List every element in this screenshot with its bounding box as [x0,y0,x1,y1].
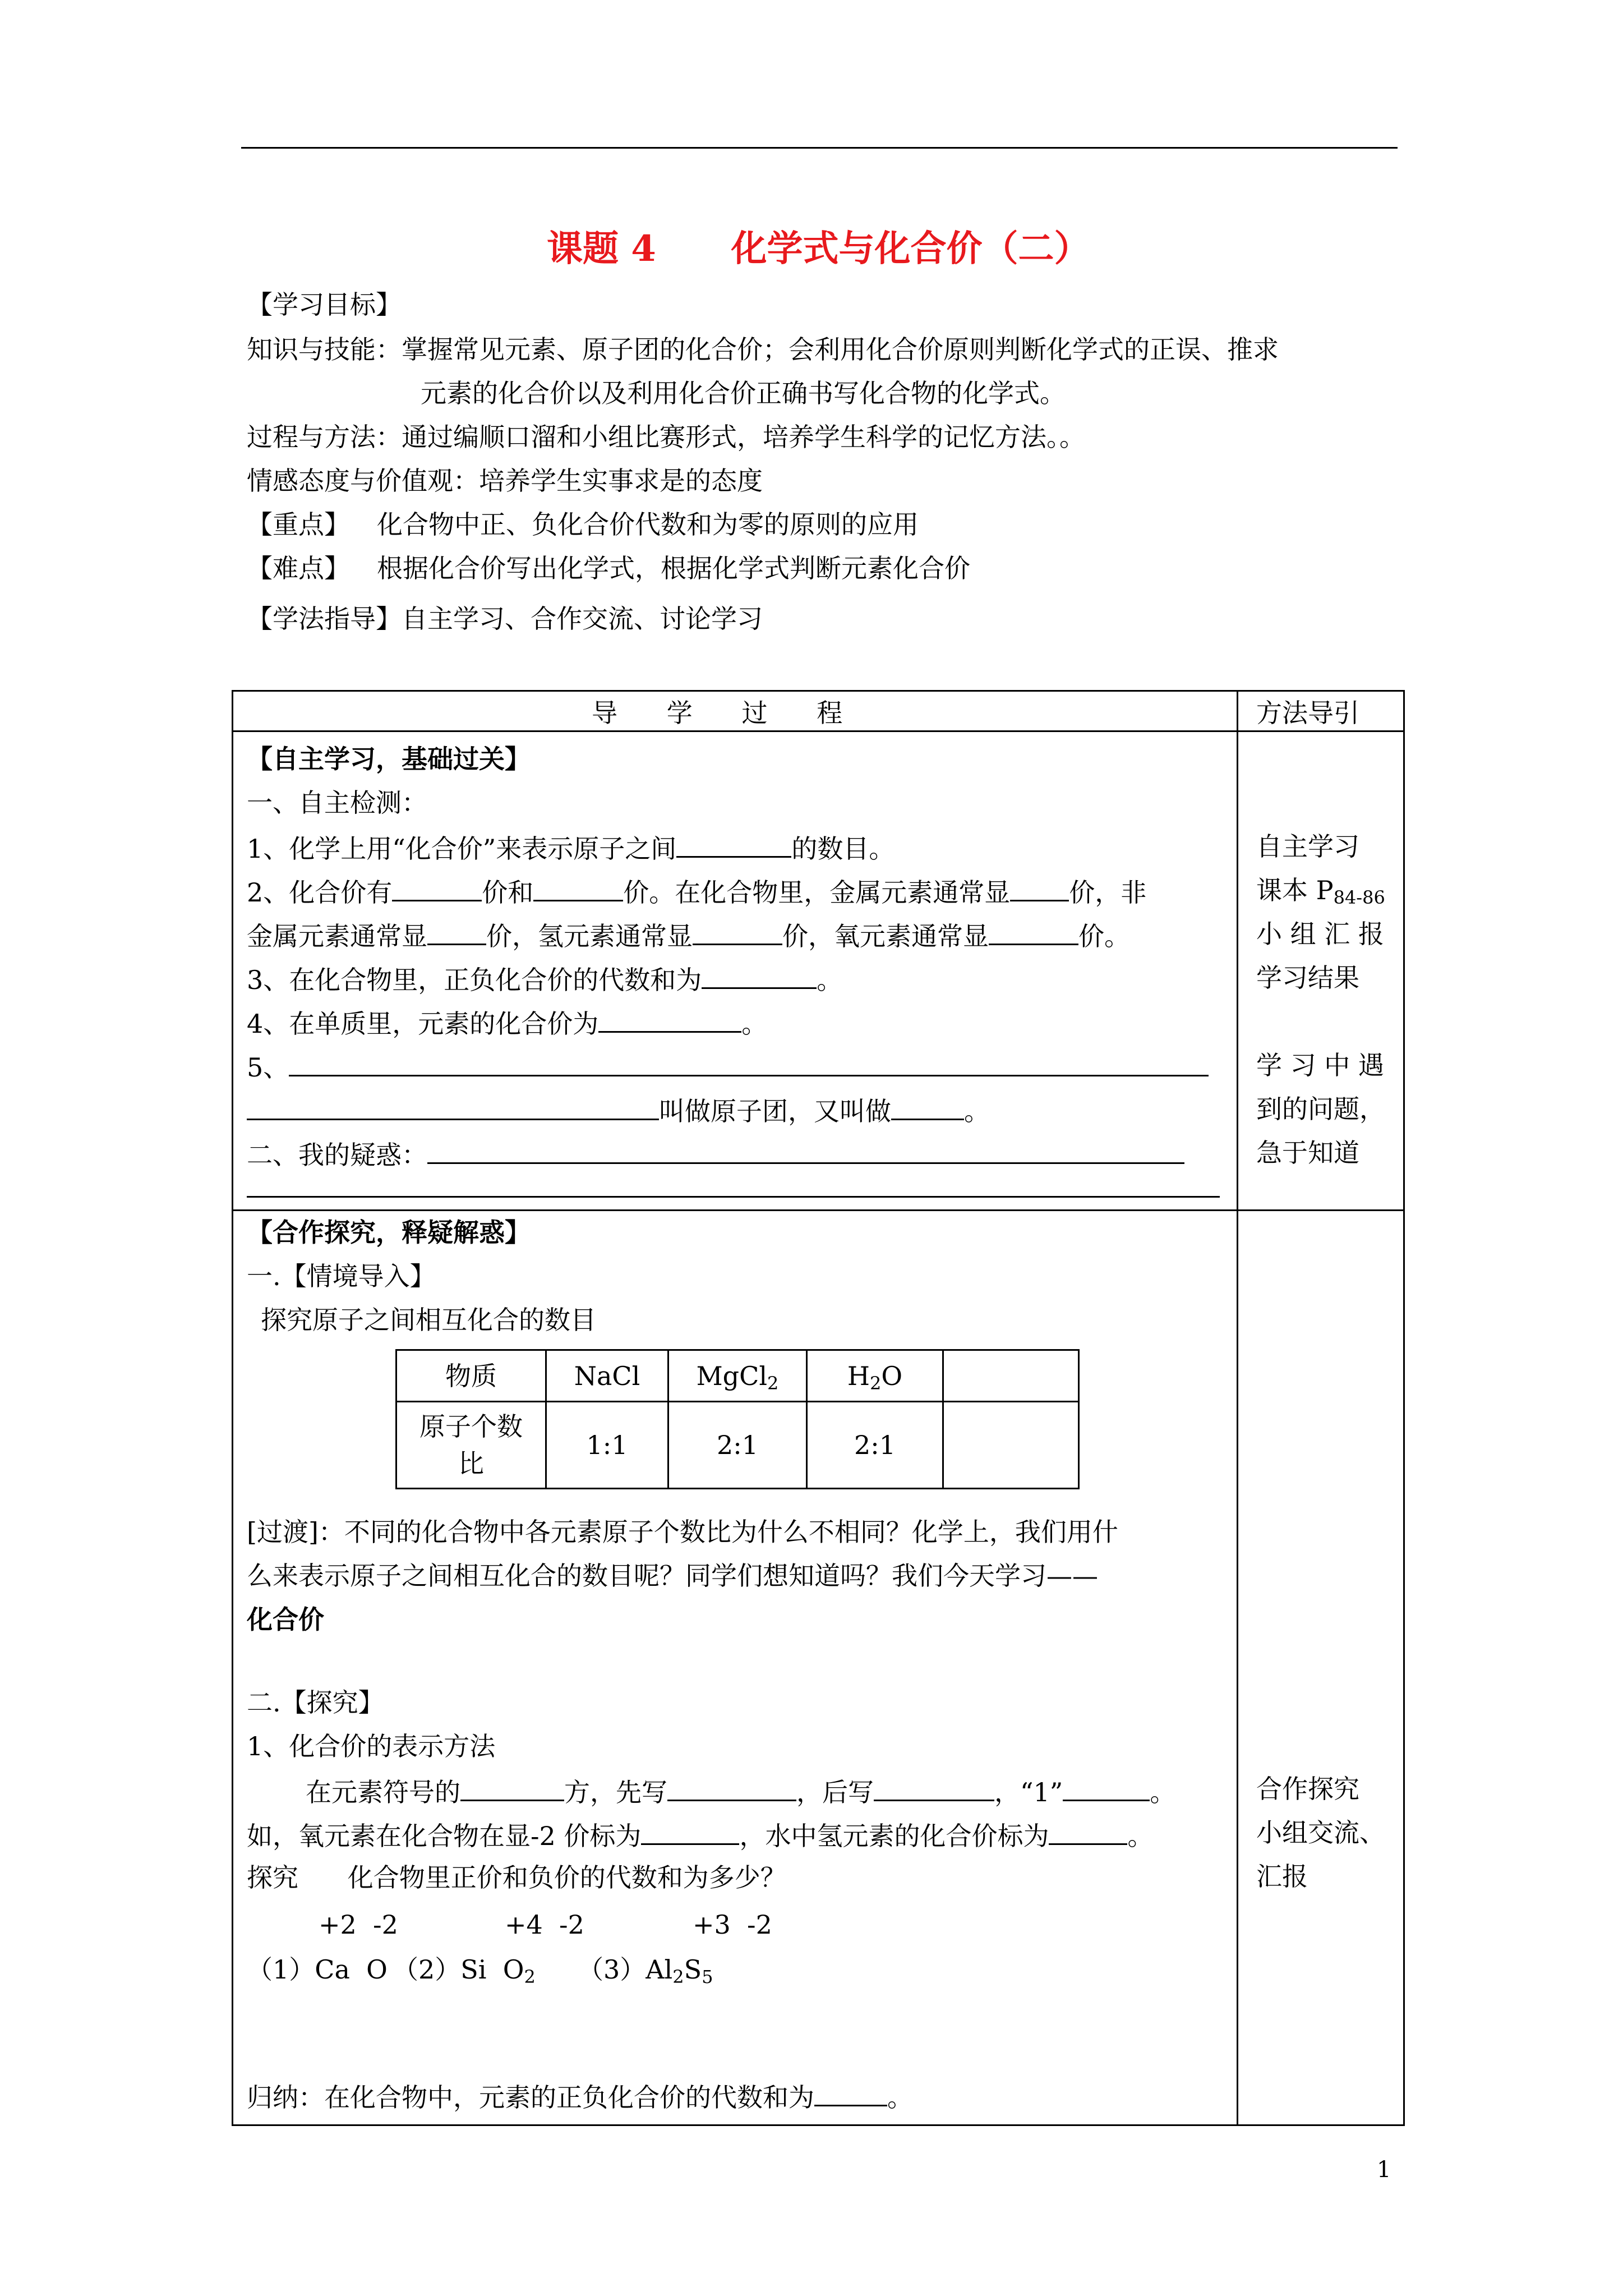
blank[interactable] [533,877,623,901]
blank[interactable] [1063,1777,1150,1801]
question-4: 4、在单质里，元素的化合价为 。 [247,1009,768,1039]
blank[interactable] [289,1052,1209,1076]
transition-line3: 化合价 [247,1604,324,1635]
blank[interactable] [427,921,486,945]
question-2-line2: 金属元素通常显 价，氢元素通常显 价，氧元素通常显 价。 [247,921,1130,951]
explore-line-example: 如，氧元素在化合物在显-2 价标为 ，水中氢元素的化合价标为 。 [247,1821,1154,1851]
my-questions: 二、我的疑惑： [247,1140,1184,1168]
valence-2: +4 -2 [505,1910,584,1940]
valence-3: +3 -2 [693,1910,772,1940]
difficult-point-label: 【难点】 [247,553,350,583]
section2-side-notes: 合作探究 小组交流、 汇报 [1256,1774,1385,1892]
summary: 归纳：在化合物中，元素的正负化合价的代数和为 。 [247,2082,913,2113]
section1-heading: 【自主学习，基础过关】 [247,744,531,774]
question-2-line1: 2、化合价有 价和 价。在化合物里，金属元素通常显 价，非 [247,877,1147,908]
section1-sub1: 一、自主检测： [247,788,427,818]
question-5-line1: 5、 [247,1052,1209,1080]
blank[interactable] [247,1096,659,1120]
blank[interactable] [1010,877,1069,901]
table-header-guide: 方法导引 [1256,698,1359,728]
difficult-point-text: 根据化合价写出化学式，根据化学式判断元素化合价 [377,553,970,583]
header-rule [241,147,1398,149]
formula-3: $(3)Al_2S_5$ [578,1954,713,1987]
blank[interactable] [641,1821,739,1845]
transition-line1: [过渡]：不同的化合物中各元素原子个数比为什么不相同？化学上，我们用什 [247,1517,1118,1547]
explore-line-notation: 在元素符号的 方，先写 ，后写 ，“1” 。 [306,1777,1176,1807]
study-method: 【学法指导】自主学习、合作交流、讨论学习 [247,604,763,634]
valence-1: +2 -2 [319,1910,398,1940]
blank[interactable] [460,1777,564,1801]
ratio-mgcl2: 2:1 [716,1430,759,1460]
key-point-text: 化合物中正、负化合价代数和为零的原则的应用 [377,509,919,540]
explore-point-1: 1、化合价的表示方法 [247,1731,496,1761]
inner-table-header-h2o: $H_2O$ [847,1361,903,1394]
ratio-h2o: 2:1 [854,1430,896,1460]
objective-process: 过程与方法：通过编顺口溜和小组比赛形式，培养学生科学的记忆方法。。 [247,422,1085,452]
blank[interactable] [427,1140,1184,1164]
section2-heading: 【合作探究，释疑解惑】 [247,1217,531,1248]
inner-table-row-label: 原子个数 比 [419,1411,523,1479]
answer-line[interactable] [247,1196,1220,1198]
objective-knowledge-line1: 知识与技能：掌握常见元素、原子团的化合价；会利用化合价原则判断化学式的正误、推求 [247,334,1279,365]
blank[interactable] [814,2082,887,2106]
blank[interactable] [702,965,817,989]
blank[interactable] [598,1009,741,1033]
question-3: 3、在化合物里，正负化合价的代数和为 。 [247,965,843,995]
blank[interactable] [1049,1821,1127,1845]
formula-1: （1）Ca O [247,1954,388,1985]
blank[interactable] [667,1777,796,1801]
explore-question: 探究 化合物里正价和负价的代数和为多少？ [247,1862,786,1893]
ratio-nacl: 1:1 [586,1430,628,1460]
blank[interactable] [392,877,482,901]
objectives-heading: 【学习目标】 [247,289,402,320]
question-1: 1、化学上用“化合价”来表示原子之间 的数目。 [247,834,895,864]
blank[interactable] [891,1096,964,1120]
section1-side-notes: 自主学习 课本 $P_{84-86}$ 小 组 汇 报 学习结果 学 习 中 遇 到的问题， 急于知道 [1256,831,1385,1168]
section2-sub1: 一.【情境导入】 [247,1261,436,1291]
page-number: 1 [1377,2157,1391,2183]
key-point-label: 【重点】 [247,509,350,540]
section2-sub2: 二.【探究】 [247,1687,384,1718]
inner-table-header-mgcl2: MgCl$_2$ [696,1361,779,1394]
blank[interactable] [676,834,791,858]
blank[interactable] [989,921,1078,945]
objective-emotion: 情感态度与价值观：培养学生实事求是的态度 [247,466,763,496]
section2-intro: 探究原子之间相互化合的数目 [261,1305,596,1335]
objective-knowledge-line2: 元素的化合价以及利用化合价正确书写化合物的化学式。 [421,378,1066,408]
transition-line2: 么来表示原子之间相互化合的数目呢？同学们想知道吗？我们今天学习—— [247,1561,1098,1591]
inner-table-header-substance: 物质 [445,1361,497,1391]
page-title: 课题 4 化学式与化合价（二） [547,228,1090,270]
blank[interactable] [693,921,782,945]
inner-table-header-nacl: NaCl [574,1361,640,1391]
table-header-process: 导 学 过 程 [592,698,843,728]
formula-2: （2）Si $O_2$ [393,1954,536,1987]
blank[interactable] [874,1777,994,1801]
question-5-line2: 叫做原子团，又叫做 。 [247,1096,990,1124]
